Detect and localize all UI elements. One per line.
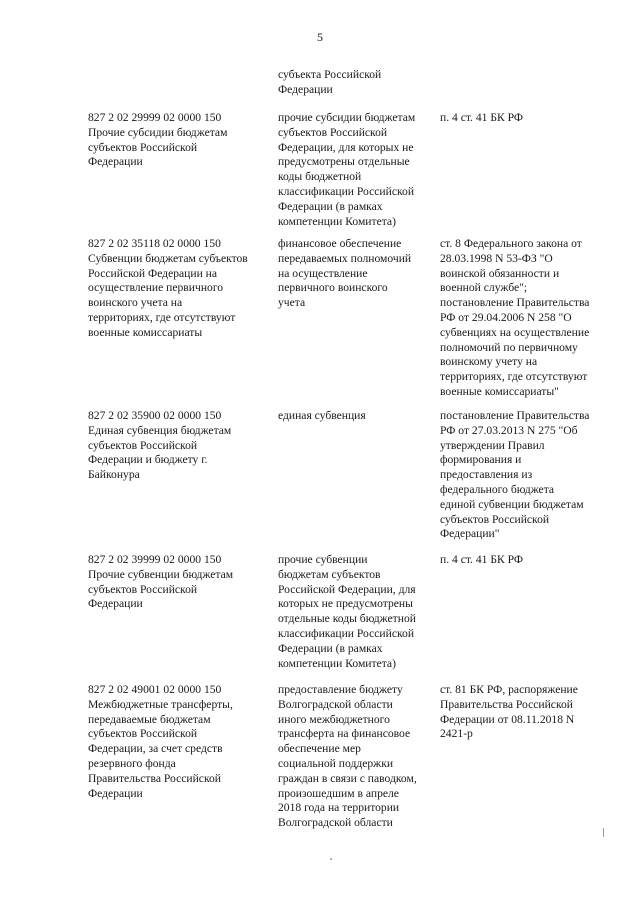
row-4-code-name bbox=[88, 553, 278, 612]
budget-code: 827 2 02 49001 02 0000 150 bbox=[88, 683, 222, 696]
row-1-code-name bbox=[88, 111, 278, 170]
row-5-basis: ст. 81 БК РФ, распоряжение Правительства Российской Федерации от 08.11.2018 N 2421-р bbox=[440, 683, 578, 741]
revenue-name: Единая субвенция бюджетам субъектов Российской Федерации и бюджету г. Байконура bbox=[88, 423, 232, 482]
continuation-text: субъекта Российской Федерации bbox=[278, 68, 382, 96]
scan-speck bbox=[330, 858, 332, 860]
row-4-basis: п. 4 ст. 41 БК РФ bbox=[440, 553, 524, 566]
revenue-name: Межбюджетные трансферты, передаваемые бюджетам субъектов Российской Федерации, за счет средств резервного фонда Правительства Российской Федерации bbox=[88, 697, 233, 800]
row-1-basis: п. 4 ст. 41 БК РФ bbox=[440, 111, 524, 124]
revenue-name: Прочие субвенции бюджетам субъектов Российской Федерации bbox=[88, 567, 234, 611]
row-2-purpose: финансовое обеспечение передаваемых полномочий на осуществление первичного воинского учета bbox=[278, 237, 412, 310]
row-5-code-name bbox=[88, 683, 278, 801]
row-3-basis: постановление Правительства РФ от 27.03.2013 N 275 "Об утверждении Правил формирования и предоставления из федерального бюджета единой субвенции бюджетам субъектов Российской Федерации" bbox=[440, 409, 590, 541]
scan-speck bbox=[603, 828, 604, 837]
budget-code: 827 2 02 39999 02 0000 150 bbox=[88, 553, 222, 566]
row-1-purpose: прочие субсидии бюджетам субъектов Российской Федерации, для которых не предусмотрены отдельные коды бюджетной классификации Российской Федерации (в рамках компетенции Комитета) bbox=[278, 111, 416, 228]
budget-code: 827 2 02 29999 02 0000 150 bbox=[88, 111, 222, 124]
budget-code: 827 2 02 35118 02 0000 150 bbox=[88, 237, 221, 250]
row-3-purpose: единая субвенция bbox=[278, 409, 366, 422]
revenue-name: Субвенции бюджетам субъектов Российской Федерации на осуществление первичного воинского учета на территориях, где отсутствуют военные комиссариаты bbox=[88, 251, 248, 339]
row-5-purpose: предоставление бюджету Волгоградской области иного межбюджетного трансферта на финансовое обеспечение мер социальной поддержки граждан в связи с паводком, произошедшим в апреле 2018 года на территории Волгоградской области bbox=[278, 683, 417, 830]
page-number: 5 bbox=[317, 30, 323, 44]
row-2-code-name bbox=[88, 237, 278, 341]
budget-code: 827 2 02 35900 02 0000 150 bbox=[88, 409, 222, 422]
row-4-purpose: прочие субвенции бюджетам субъектов Российской Федерации, для которых не предусмотрены отдельные коды бюджетной классификации Российской Федерации (в рамках компетенции Комитета) bbox=[278, 553, 416, 670]
revenue-name: Прочие субсидии бюджетам субъектов Российской Федерации bbox=[88, 125, 228, 169]
row-2-basis: ст. 8 Федерального закона от 28.03.1998 N 53-ФЗ "О воинской обязанности и военной службе"; постановление Правительства РФ от 29.04.2006 N 258 "О субвенциях на осуществление полномочий по первичному воинскому учету на территориях, где отсутствуют военные комиссариаты" bbox=[440, 237, 590, 398]
row-3-code-name bbox=[88, 409, 278, 483]
